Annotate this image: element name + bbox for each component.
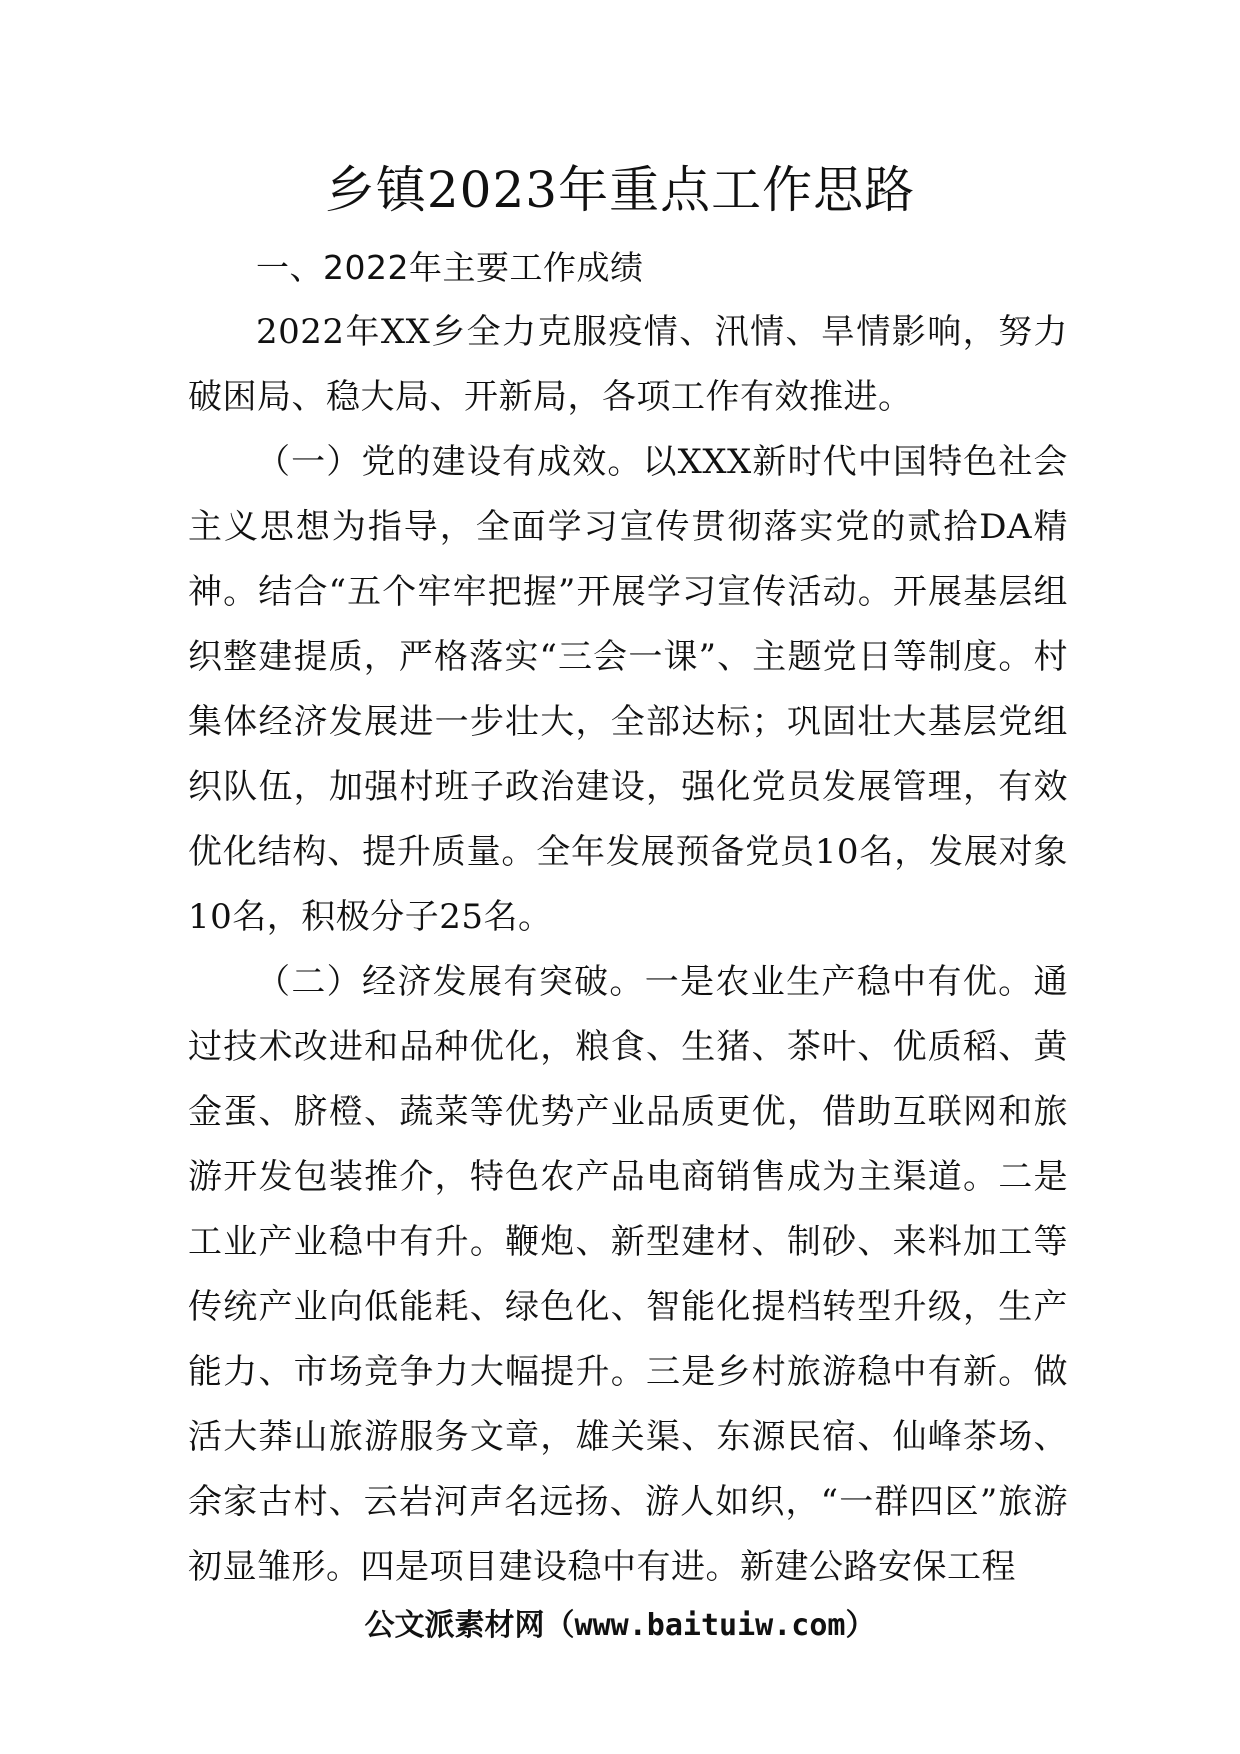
footer-watermark: 公文派素材网（www.baituiw.com） (364, 1608, 876, 1643)
section-heading: 一、2022年主要工作成绩 (256, 248, 644, 287)
paragraph-economic-development: （二）经济发展有突破。一是农业生产稳中有优。通过技术改进和品种优化，粮食、生猪、茶叶、优质稻、黄金蛋、脐橙、蔬菜等优势产业品质更优，借助互联网和旅游开发包装推介，特色农产品电商销售成为主渠道。二是工业产业稳中有升。鞭炮、新型建材、制砂、来料加工等传统产业向低能耗、绿色化、智能化提档转型升级，生产能力、市场竞争力大幅提升。三是乡村旅游稳中有新。做活大莽山旅游服务文章，雄关渠、东源民宿、仙峰茶场、余家古村、云岩河声名远扬、游人如织，“一群四区”旅游初显雏形。四是项目建设稳中有进。新建公路安保工程 (188, 962, 1068, 1587)
paragraph-intro: 2022年XX乡全力克服疫情、汛情、旱情影响，努力破困局、稳大局、开新局，各项工作有效推进。 (188, 312, 1068, 417)
document-body (188, 235, 1068, 1600)
paragraph-party-building: （一）党的建设有成效。以XXX新时代中国特色社会主义思想为指导，全面学习宣传贯彻落实党的贰拾DA精神。结合“五个牢牢把握”开展学习宣传活动。开展基层组织整建提质，严格落实“三会一课”、主题党日等制度。村集体经济发展进一步壮大，全部达标；巩固壮大基层党组织队伍，加强村班子政治建设，强化党员发展管理，有效优化结构、提升质量。全年发展预备党员10名，发展对象10名，积极分子25名。 (188, 442, 1068, 937)
document-title: 乡镇2023年重点工作思路 (324, 161, 916, 219)
